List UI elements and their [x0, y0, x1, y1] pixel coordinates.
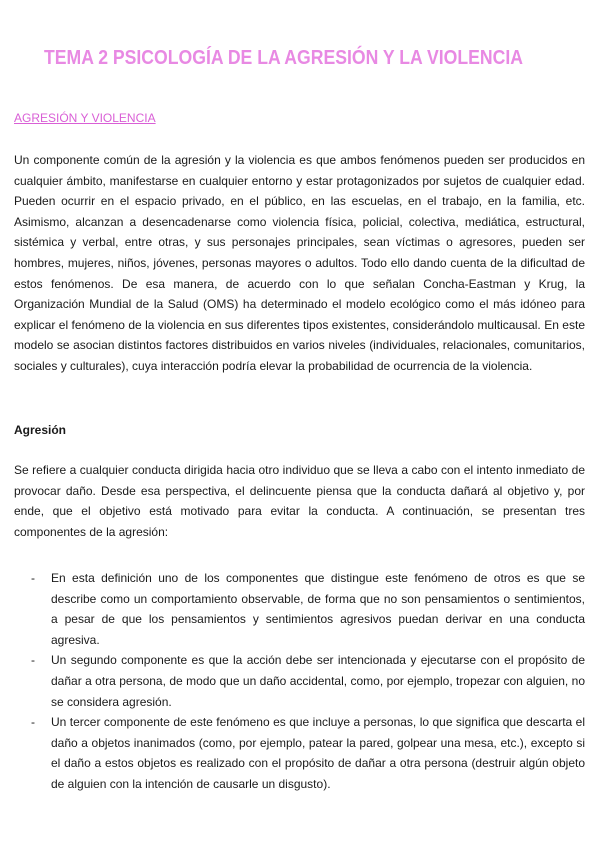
bullet-dash: - — [31, 571, 35, 585]
subheading-agresion: Agresión — [14, 423, 67, 437]
list-item-text: En esta definición uno de los componentes que distingue este fenómeno de otros es que se describe como un comportamiento observable, de forma que no son pensamientos o sentimientos, a pesar de que los pensamientos y sentimientos agresivos puedan derivar en una conducta agresiva. — [51, 571, 585, 647]
list-item — [14, 568, 585, 650]
section-heading: AGRESIÓN Y VIOLENCIA — [14, 111, 156, 125]
list-item — [14, 712, 585, 794]
bullet-dash: - — [31, 653, 35, 668]
list-item-text: Un tercer componente de este fenómeno es que incluye a personas, lo que significa que descarta el daño a objetos inanimados (como, por ejemplo, patear la pared, golpear una mesa, etc.), excepto si el daño a estos objetos es realizado con el propósito de dañar a otra persona (destruir algún objeto de alguien con la intención de causarle un disgusto). — [51, 715, 585, 791]
bullet-dash: - — [31, 715, 35, 730]
list-item-text: Un segundo componente es que la acción debe ser intencionada y ejecutarse con el propósito de dañar a otra persona, de modo que un daño accidental, como, por ejemplo, tropezar con alguien, no se considera agresión. — [51, 653, 585, 709]
components-list — [14, 568, 585, 795]
page-title: TEMA 2 PSICOLOGÍA DE LA AGRESIÓN Y LA VIOLENCIA — [44, 46, 524, 69]
intro-paragraph: Un componente común de la agresión y la violencia es que ambos fenómenos pueden ser producidos en cualquier ámbito, manifestarse en cualquier entorno y estar protagonizados por sujetos de cualquier edad. Pueden ocurrir en el espacio privado, en el público, en las escuelas, en el trabajo, en la familia, etc. Asimismo, alcanzan a desencadenarse como violencia física, policial, colectiva, mediática, estructural, sistémica y verbal, entre otras, y sus personajes principales, sean víctimas o agresores, pueden ser hombres, mujeres, niños, jóvenes, personas mayores o adultos. Todo ello dando cuenta de la dificultad de estos fenómenos. De esa manera, de acuerdo con lo que señalan Concha-Eastman y Krug, la Organización Mundial de la Salud (OMS) ha determinado el modelo ecológico como el más idóneo para explicar el fenómeno de la violencia en sus diferentes tipos existentes, considerándolo multicausal. En este modelo se asocian distintos factores distribuidos en varios niveles (individuales, relacionales, comunitarios, sociales y culturales), cuya interacción podría elevar la probabilidad de ocurrencia de la violencia. — [14, 153, 585, 373]
definition-paragraph: Se refiere a cualquier conducta dirigida hacia otro individuo que se lleva a cabo con el intento inmediato de provocar daño. Desde esa perspectiva, el delincuente piensa que la conducta dañará al objetivo y, por ende, que el objetivo está motivado para evitar la conducta. A continuación, se presentan tres componentes de la agresión: — [14, 463, 585, 539]
list-item — [14, 650, 585, 712]
